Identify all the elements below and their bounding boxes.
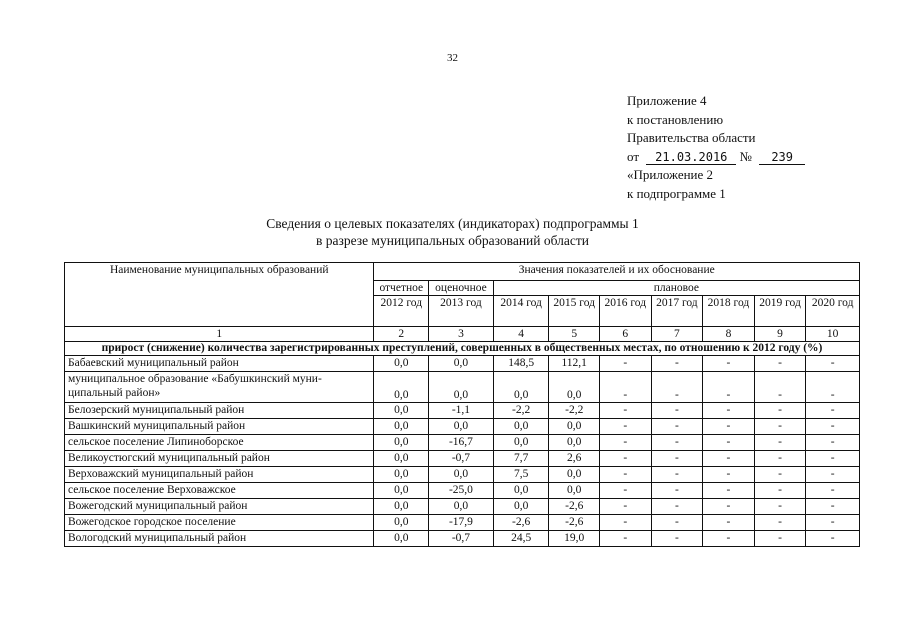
value-cell: 0,0 (374, 483, 429, 499)
value-cell: - (806, 531, 860, 547)
value-cell: - (651, 499, 703, 515)
value-cell: - (703, 372, 755, 403)
value-cell: - (754, 499, 806, 515)
value-cell: - (600, 483, 652, 499)
value-cell: -17,9 (429, 515, 494, 531)
value-cell: -25,0 (429, 483, 494, 499)
municipality-name: Великоустюгский муниципальный район (65, 451, 374, 467)
value-cell: - (754, 372, 806, 403)
value-cell: -0,7 (429, 451, 494, 467)
appendix-line-6: к подпрограмме 1 (627, 185, 726, 201)
value-cell: - (600, 499, 652, 515)
value-cell: 0,0 (374, 419, 429, 435)
indicators-table (64, 262, 860, 547)
value-cell: 0,0 (374, 451, 429, 467)
from-label: от (627, 148, 640, 164)
value-cell: - (754, 483, 806, 499)
value-cell: -2,6 (549, 499, 600, 515)
appendix-line-5: «Приложение 2 (627, 167, 714, 182)
value-cell: 0,0 (549, 467, 600, 483)
value-cell: 0,0 (374, 499, 429, 515)
value-cell: - (651, 403, 703, 419)
value-cell: 148,5 (493, 356, 549, 372)
municipality-name: сельское поселение Верховажское (65, 483, 374, 499)
value-cell: - (703, 419, 755, 435)
resolution-date: 21.03.2016 (646, 150, 736, 165)
value-cell: - (600, 467, 652, 483)
value-cell: 0,0 (374, 515, 429, 531)
value-cell: 19,0 (549, 531, 600, 547)
value-cell: - (600, 403, 652, 419)
value-cell: -2,6 (493, 515, 549, 531)
value-cell: -1,1 (429, 403, 494, 419)
value-cell: - (754, 515, 806, 531)
title-line-1: Сведения о целевых показателях (индикаторах) подпрограммы 1 (266, 216, 639, 231)
appendix-date-line (627, 148, 805, 167)
table-row (65, 435, 860, 451)
value-cell: - (703, 435, 755, 451)
municipality-name: Верховажский муниципальный район (65, 467, 374, 483)
header-year: 2017 год (651, 296, 703, 327)
value-cell: - (806, 483, 860, 499)
value-cell: - (754, 531, 806, 547)
header-estimated: оценочное (429, 281, 494, 296)
title-line-2: в разрезе муниципальных образований области (316, 233, 589, 248)
table-row (65, 403, 860, 419)
value-cell: 0,0 (374, 372, 429, 403)
value-cell: 0,0 (374, 356, 429, 372)
column-number: 9 (754, 327, 806, 342)
value-cell: 24,5 (493, 531, 549, 547)
value-cell: 0,0 (493, 483, 549, 499)
value-cell: 7,7 (493, 451, 549, 467)
table-row (65, 531, 860, 547)
value-cell: - (754, 356, 806, 372)
value-cell: - (600, 451, 652, 467)
value-cell: 0,0 (549, 483, 600, 499)
number-label: № (739, 148, 752, 164)
appendix-line-1: Приложение 4 (627, 93, 707, 108)
value-cell: - (806, 515, 860, 531)
value-cell: - (806, 499, 860, 515)
value-cell: - (806, 419, 860, 435)
header-values-column: Значения показателей и их обоснование (374, 263, 860, 281)
value-cell: - (651, 483, 703, 499)
header-reported: отчетное (374, 281, 429, 296)
value-cell: - (703, 451, 755, 467)
column-number: 5 (549, 327, 600, 342)
value-cell: - (806, 467, 860, 483)
value-cell: - (754, 403, 806, 419)
value-cell: 2,6 (549, 451, 600, 467)
appendix-block (627, 92, 805, 203)
value-cell: - (703, 483, 755, 499)
header-year: 2020 год (806, 296, 860, 327)
value-cell: - (600, 515, 652, 531)
value-cell: - (754, 419, 806, 435)
table-row (65, 499, 860, 515)
value-cell: - (600, 356, 652, 372)
page-number: 32 (447, 52, 458, 64)
value-cell: 0,0 (429, 372, 494, 403)
municipality-name: муниципальное образование «Бабушкинский муни-ципальный район» (65, 372, 374, 403)
municipality-name: Вожегодский муниципальный район (65, 499, 374, 515)
value-cell: - (703, 403, 755, 419)
column-number: 7 (651, 327, 703, 342)
header-year: 2016 год (600, 296, 652, 327)
municipality-name: Вашкинский муниципальный район (65, 419, 374, 435)
value-cell: - (600, 419, 652, 435)
value-cell: 0,0 (549, 372, 600, 403)
value-cell: 0,0 (549, 435, 600, 451)
header-year: 2018 год (703, 296, 755, 327)
column-number: 2 (374, 327, 429, 342)
column-number: 8 (703, 327, 755, 342)
value-cell: - (754, 435, 806, 451)
municipality-name: сельское поселение Липиноборское (65, 435, 374, 451)
table-row (65, 483, 860, 499)
value-cell: - (703, 356, 755, 372)
header-year: 2013 год (429, 296, 494, 327)
value-cell: 0,0 (374, 435, 429, 451)
column-number: 1 (65, 327, 374, 342)
table-body (65, 356, 860, 547)
value-cell: 0,0 (429, 356, 494, 372)
value-cell: - (651, 515, 703, 531)
value-cell: 7,5 (493, 467, 549, 483)
value-cell: -2,6 (549, 515, 600, 531)
table-row (65, 515, 860, 531)
column-number: 4 (493, 327, 549, 342)
value-cell: - (600, 372, 652, 403)
value-cell: - (806, 403, 860, 419)
header-planned: плановое (493, 281, 859, 296)
appendix-line-3: Правительства области (627, 130, 756, 145)
value-cell: 0,0 (374, 403, 429, 419)
value-cell: - (806, 435, 860, 451)
table-row (65, 372, 860, 403)
value-cell: 0,0 (429, 467, 494, 483)
header-name-column: Наименование муниципальных образований (65, 263, 374, 327)
resolution-number: 239 (759, 150, 805, 165)
value-cell: - (651, 419, 703, 435)
document-title (0, 215, 905, 249)
value-cell: -2,2 (493, 403, 549, 419)
header-year: 2015 год (549, 296, 600, 327)
municipality-name: Вожегодское городское поселение (65, 515, 374, 531)
value-cell: - (806, 451, 860, 467)
value-cell: 0,0 (374, 467, 429, 483)
section-title: прирост (снижение) количества зарегистрированных преступлений, совершенных в общественных местах, по отношению к 2012 году (%) (65, 342, 860, 356)
municipality-name: Белозерский муниципальный район (65, 403, 374, 419)
value-cell: - (651, 435, 703, 451)
value-cell: - (703, 531, 755, 547)
value-cell: 0,0 (429, 499, 494, 515)
value-cell: 0,0 (493, 372, 549, 403)
value-cell: - (651, 356, 703, 372)
table-row (65, 356, 860, 372)
column-number-row (65, 327, 860, 342)
value-cell: - (651, 467, 703, 483)
value-cell: 112,1 (549, 356, 600, 372)
value-cell: - (754, 467, 806, 483)
column-number: 10 (806, 327, 860, 342)
value-cell: 0,0 (374, 531, 429, 547)
header-year: 2019 год (754, 296, 806, 327)
header-year: 2014 год (493, 296, 549, 327)
value-cell: -16,7 (429, 435, 494, 451)
value-cell: - (703, 467, 755, 483)
value-cell: - (806, 356, 860, 372)
value-cell: 0,0 (493, 435, 549, 451)
table-row (65, 451, 860, 467)
column-number: 6 (600, 327, 652, 342)
municipality-name: Вологодский муниципальный район (65, 531, 374, 547)
value-cell: - (651, 372, 703, 403)
value-cell: - (703, 515, 755, 531)
value-cell: 0,0 (549, 419, 600, 435)
header-year: 2012 год (374, 296, 429, 327)
table-row (65, 467, 860, 483)
column-number: 3 (429, 327, 494, 342)
value-cell: 0,0 (429, 419, 494, 435)
value-cell: -0,7 (429, 531, 494, 547)
value-cell: - (600, 435, 652, 451)
value-cell: 0,0 (493, 419, 549, 435)
table-row (65, 419, 860, 435)
value-cell: - (754, 451, 806, 467)
value-cell: - (651, 531, 703, 547)
value-cell: - (806, 372, 860, 403)
value-cell: - (600, 531, 652, 547)
value-cell: - (651, 451, 703, 467)
value-cell: -2,2 (549, 403, 600, 419)
value-cell: 0,0 (493, 499, 549, 515)
value-cell: - (703, 499, 755, 515)
appendix-line-2: к постановлению (627, 111, 724, 127)
municipality-name: Бабаевский муниципальный район (65, 356, 374, 372)
